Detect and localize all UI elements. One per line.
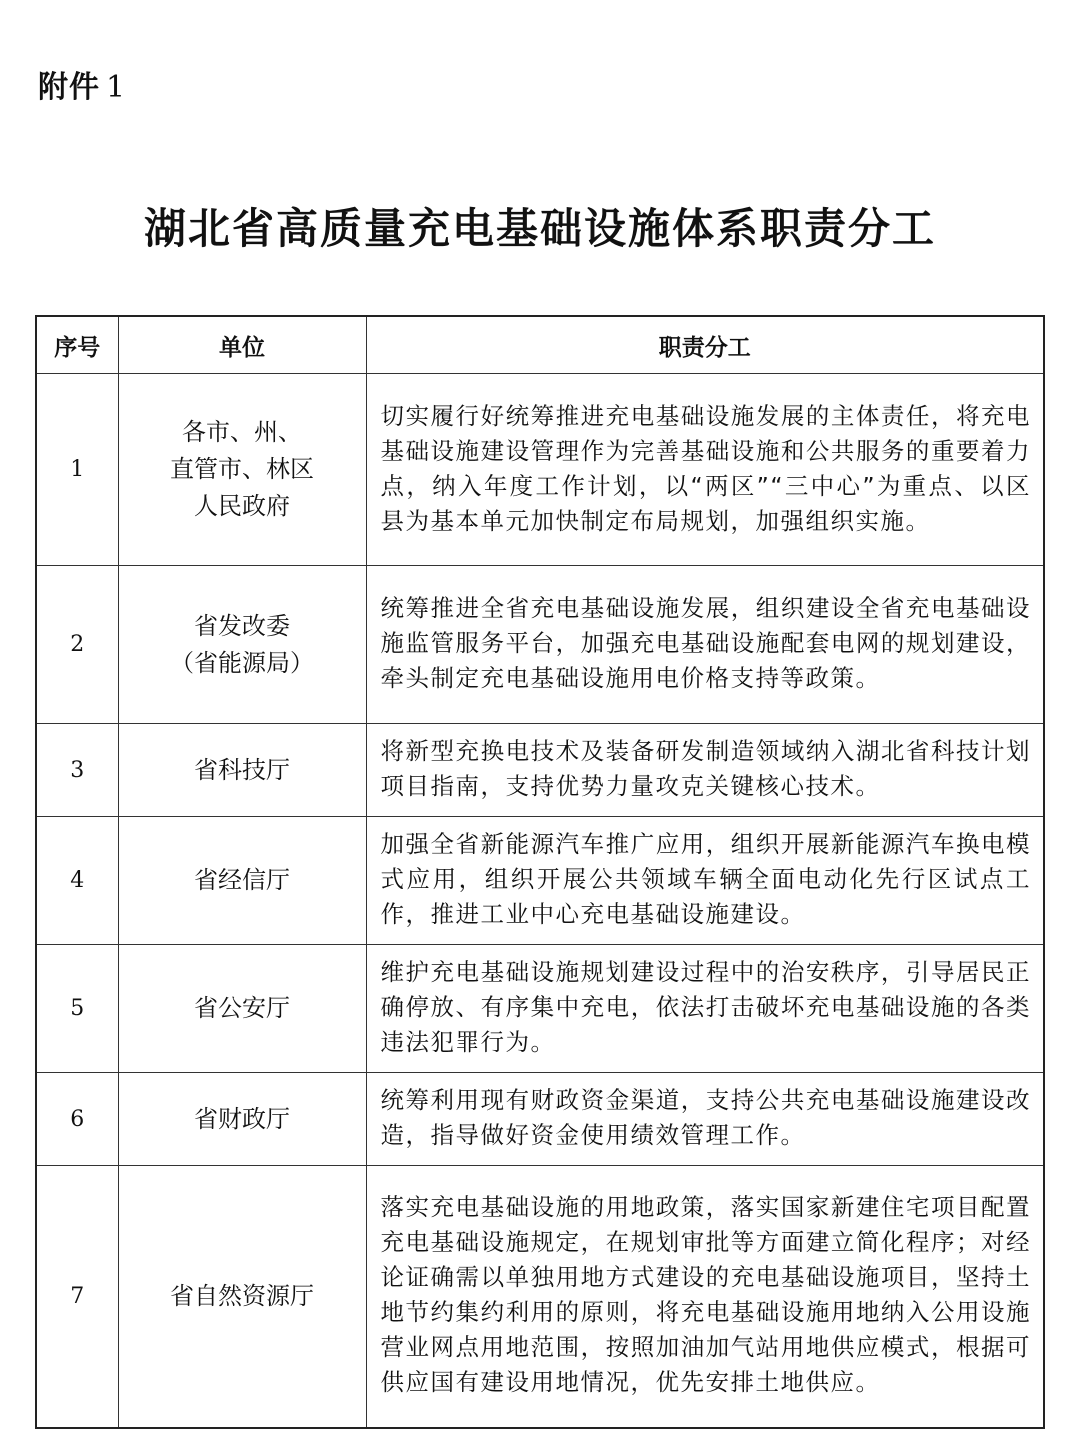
table-header-row bbox=[36, 316, 1044, 374]
table-row bbox=[36, 374, 1044, 566]
row-duty: 加强全省新能源汽车推广应用，组织开展新能源汽车换电模式应用，组织开展公共领域车辆全面电动化先行区试点工作，推进工业中心充电基础设施建设。 bbox=[366, 817, 1044, 945]
attachment-label-text: 附件 bbox=[38, 70, 100, 105]
row-duty: 统筹推进全省充电基础设施发展，组织建设全省充电基础设施监管服务平台，加强充电基础设施配套电网的规划建设，牵头制定充电基础设施用电价格支持等政策。 bbox=[366, 566, 1044, 724]
table-row bbox=[36, 945, 1044, 1073]
row-unit bbox=[118, 724, 366, 817]
unit-line: 省公安厅 bbox=[194, 994, 290, 1022]
unit-line: 省科技厅 bbox=[194, 755, 290, 784]
unit-line: 直管市、林区 bbox=[170, 455, 314, 483]
attachment-number: 1 bbox=[106, 70, 127, 105]
table-row bbox=[36, 1073, 1044, 1166]
unit-line: 省发改委 bbox=[194, 611, 290, 640]
row-unit bbox=[118, 374, 366, 566]
attachment-label bbox=[38, 62, 126, 106]
row-seq: 7 bbox=[36, 1166, 118, 1428]
unit-line: 省自然资源厅 bbox=[170, 1281, 314, 1310]
row-seq: 1 bbox=[36, 374, 118, 566]
unit-line: 省经信厅 bbox=[194, 866, 290, 894]
row-unit bbox=[118, 566, 366, 724]
row-duty: 维护充电基础设施规划建设过程中的治安秩序，引导居民正确停放、有序集中充电，依法打击破坏充电基础设施的各类违法犯罪行为。 bbox=[366, 945, 1044, 1073]
row-duty: 统筹利用现有财政资金渠道，支持公共充电基础设施建设改造，指导做好资金使用绩效管理工作。 bbox=[366, 1073, 1044, 1166]
row-seq: 2 bbox=[36, 566, 118, 724]
unit-line: （省能源局） bbox=[170, 648, 314, 677]
column-header-unit: 单位 bbox=[118, 316, 366, 374]
row-duty: 切实履行好统筹推进充电基础设施发展的主体责任，将充电基础设施建设管理作为完善基础设施和公共服务的重要着力点，纳入年度工作计划，以“两区”“三中心”为重点、以区县为基本单元加快制定布局规划，加强组织实施。 bbox=[366, 374, 1044, 566]
table-row bbox=[36, 566, 1044, 724]
row-unit bbox=[118, 1166, 366, 1428]
column-header-duty: 职责分工 bbox=[366, 316, 1044, 374]
row-unit bbox=[118, 945, 366, 1073]
row-unit bbox=[118, 817, 366, 945]
table-row bbox=[36, 1166, 1044, 1428]
row-seq: 6 bbox=[36, 1073, 118, 1166]
column-header-seq: 序号 bbox=[36, 316, 118, 374]
unit-line: 人民政府 bbox=[194, 492, 290, 520]
unit-line: 各市、州、 bbox=[182, 418, 302, 446]
row-seq: 5 bbox=[36, 945, 118, 1073]
table-row bbox=[36, 724, 1044, 817]
row-seq: 4 bbox=[36, 817, 118, 945]
row-unit bbox=[118, 1073, 366, 1166]
row-seq: 3 bbox=[36, 724, 118, 817]
page-title: 湖北省高质量充电基础设施体系职责分工 bbox=[143, 204, 936, 253]
duties-table bbox=[35, 315, 1045, 1429]
row-duty: 落实充电基础设施的用地政策，落实国家新建住宅项目配置充电基础设施规定，在规划审批等方面建立简化程序；对经论证确需以单独用地方式建设的充电基础设施项目，坚持土地节约集约利用的原则，将充电基础设施用地纳入公用设施营业网点用地范围，按照加油加气站用地供应模式，根据可供应国有建设用地情况，优先安排土地供应。 bbox=[366, 1166, 1044, 1428]
row-duty: 将新型充换电技术及装备研发制造领域纳入湖北省科技计划项目指南，支持优势力量攻克关键核心技术。 bbox=[366, 724, 1044, 817]
unit-line: 省财政厅 bbox=[194, 1104, 290, 1133]
table-row bbox=[36, 817, 1044, 945]
